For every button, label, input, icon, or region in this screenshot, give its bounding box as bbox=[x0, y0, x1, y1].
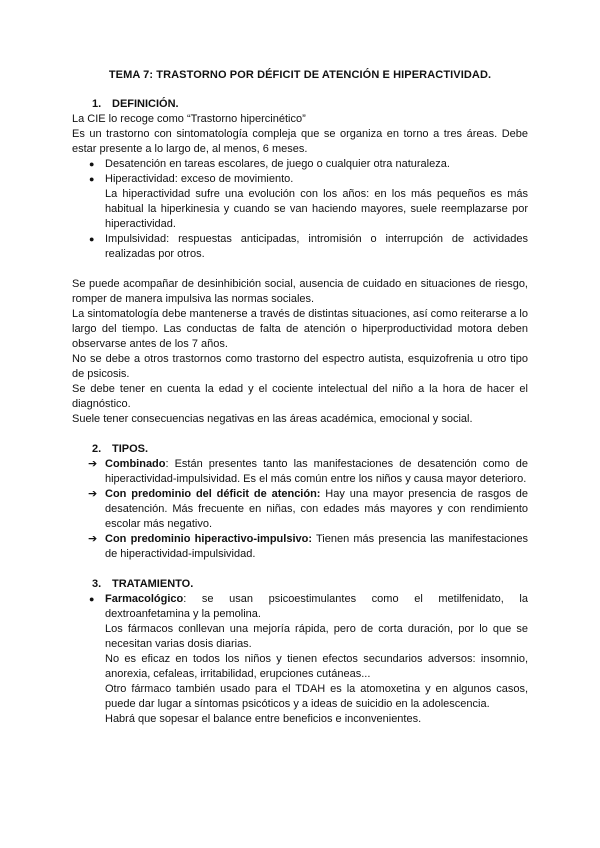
bullet-icon: ● bbox=[89, 159, 95, 169]
section-2-number: 2. bbox=[92, 443, 102, 455]
section-2-title: TIPOS. bbox=[112, 443, 149, 455]
paragraph: Otro fármaco también usado para el TDAH es la atomoxetina y en algunos casos, puede dar lugar a síntomas psicóticos y a ideas de suicidio en la adolescencia. bbox=[105, 683, 528, 710]
list-item: ● Desatención en tareas escolares, de juego o cualquier otra naturaleza. bbox=[89, 158, 450, 170]
bullet-icon: ● bbox=[89, 594, 95, 604]
definition-intro-1: La CIE lo recoge como “Trastorno hipercinético” bbox=[72, 113, 306, 125]
type-label: Con predominio del déficit de atención: bbox=[105, 488, 321, 500]
paragraph: No se debe a otros trastornos como trastorno del espectro autista, esquizofrenia u otro tipo de psicosis. bbox=[72, 353, 528, 380]
symptom-list bbox=[72, 157, 528, 262]
section-3-heading bbox=[92, 577, 528, 592]
document-title: TEMA 7: TRASTORNO POR DÉFICIT DE ATENCIÓN E HIPERACTIVIDAD. bbox=[108, 69, 492, 81]
list-item: ● Impulsividad: respuestas anticipadas, intromisión o interrupción de actividades realizadas por otros. bbox=[89, 233, 528, 260]
arrow-icon: ➔ bbox=[88, 488, 98, 500]
paragraph: La sintomatología debe mantenerse a través de distintas situaciones, así como reiterarse a lo largo del tiempo. Las conductas de falta de atención o hiperproductividad motora deben observarse antes de los 7 años. bbox=[72, 308, 528, 350]
arrow-icon: ➔ bbox=[88, 533, 98, 545]
paragraph: Se debe tener en cuenta la edad y el cociente intelectual del niño a la hora de hacer el diagnóstico. bbox=[72, 383, 528, 410]
section-1-title: DEFINICIÓN. bbox=[112, 98, 179, 110]
definition-intro-2: Es un trastorno con sintomatología compleja que se organiza en torno a tres áreas. Debe estar presente a lo largo de, al menos, 6 meses. bbox=[72, 128, 528, 155]
list-item: ● Hiperactividad: exceso de movimiento. La hiperactividad sufre una evolución con los años: en los más pequeños es más habitual la hiperkinesia y cuando se van haciendo mayores, suele reemplazarse por hiperactividad. bbox=[89, 173, 528, 230]
paragraph: No es eficaz en todos los niños y tienen efectos secundarios adversos: insomnio, anorexia, cefaleas, irritabilidad, erupciones cutáneas... bbox=[105, 653, 528, 680]
type-label: Combinado bbox=[105, 458, 166, 470]
list-item: ● Farmacológico: se usan psicoestimulantes como el metilfenidato, la dextroanfetamina y la pemolina. Los fármacos conllevan una mejoría rápida, pero de corta duración, por lo que se necesitan varias dosis diarias. No es eficaz en todos los niños y tienen efectos secundarios adversos: insomnio, anorexia, cefaleas, irritabilidad, erupciones cutáneas... Otro fármaco también usado para el TDAH es la atomoxetina y en algunos casos, puede dar lugar a síntomas psicóticos y a ideas de suicidio en la adolescencia. Habrá que sopesar el balance entre beneficios e inconvenientes. bbox=[89, 593, 528, 725]
list-item: ➔ Con predominio hiperactivo-impulsivo: Tienen más presencia las manifestaciones de hiperactividad-impulsividad. bbox=[88, 533, 528, 560]
type-label: Con predominio hiperactivo-impulsivo: bbox=[105, 533, 312, 545]
section-3-title: TRATAMIENTO. bbox=[112, 578, 194, 590]
section-1-heading bbox=[92, 97, 528, 112]
paragraph: Habrá que sopesar el balance entre beneficios e inconvenientes. bbox=[105, 713, 422, 725]
bullet-icon: ● bbox=[89, 234, 95, 244]
list-item: ➔ Combinado: Están presentes tanto las manifestaciones de desatención como de hiperactividad-impulsividad. Es el más común entre los niños y causa mayor deterioro. bbox=[88, 458, 528, 485]
treatment-list bbox=[72, 592, 528, 727]
types-list bbox=[72, 457, 528, 562]
arrow-icon: ➔ bbox=[88, 458, 98, 470]
document-page bbox=[72, 68, 528, 727]
section-3-number: 3. bbox=[92, 578, 102, 590]
section-2-heading bbox=[92, 442, 528, 457]
list-item: ➔ Con predominio del déficit de atención: Hay una mayor presencia de rasgos de desatención. Más frecuente en niñas, con edades más mayores y con rendimiento escolar más negativo. bbox=[88, 488, 528, 530]
treatment-label: Farmacológico bbox=[105, 593, 184, 605]
section-1-number: 1. bbox=[92, 98, 102, 110]
paragraph: Los fármacos conllevan una mejoría rápida, pero de corta duración, por lo que se necesitan varias dosis diarias. bbox=[105, 623, 528, 650]
hyperactivity-detail: La hiperactividad sufre una evolución con los años: en los más pequeños es más habitual la hiperkinesia y cuando se van haciendo mayores, suele reemplazarse por hiperactividad. bbox=[105, 188, 528, 230]
bullet-icon: ● bbox=[89, 174, 95, 184]
paragraph: Suele tener consecuencias negativas en las áreas académica, emocional y social. bbox=[72, 413, 473, 425]
paragraph: Se puede acompañar de desinhibición social, ausencia de cuidado en situaciones de riesgo, romper de manera impulsiva las normas sociales. bbox=[72, 278, 528, 305]
